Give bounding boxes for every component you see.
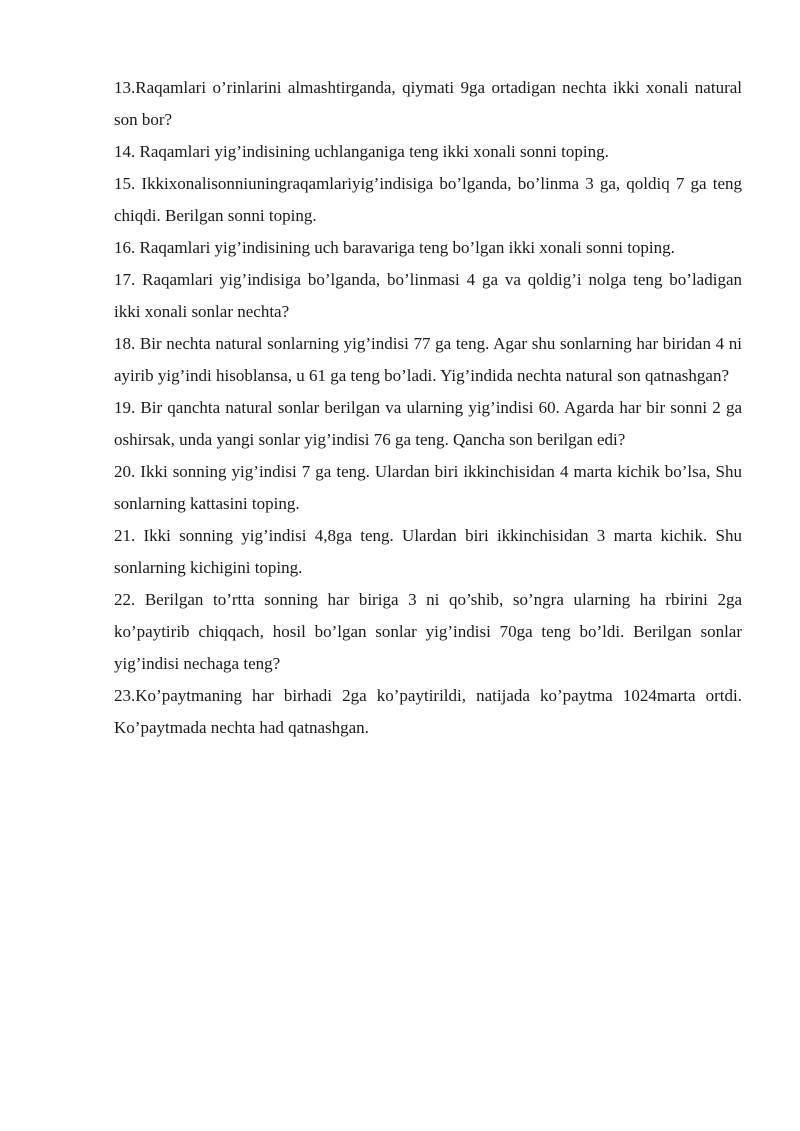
problem-16: 16. Raqamlari yig’indisining uch baravariga teng bo’lgan ikki xonali sonni toping. <box>114 238 675 257</box>
document-page <box>114 72 742 744</box>
problem-19: 19. Bir qanchta natural sonlar berilgan va ularning yig’indisi 60. Agarda har bir sonni 2 ga oshirsak, unda yangi sonlar yig’indisi 76 ga teng. Qancha son berilgan edi? <box>114 398 742 449</box>
problem-22: 22. Berilgan to’rtta sonning har biriga 3 ni qo’shib, so’ngra ularning ha rbirini 2ga ko’paytirib chiqqach, hosil bo’lgan sonlar yig’indisi 70ga teng bo’ldi. Berilgan sonlar yig’indisi nechaga teng? <box>114 590 742 673</box>
problem-14: 14. Raqamlari yig’indisining uchlanganiga teng ikki xonali sonni toping. <box>114 142 609 161</box>
problem-15: 15. Ikkixonalisonniuningraqamlariyig’indisiga bo’lganda, bo’linma 3 ga, qoldiq 7 ga teng chiqdi. Berilgan sonni toping. <box>114 174 742 225</box>
problem-23: 23.Ko’paytmaning har birhadi 2ga ko’paytirildi, natijada ko’paytma 1024marta ortdi. Ko’paytmada nechta had qatnashgan. <box>114 686 742 737</box>
problem-17: 17. Raqamlari yig’indisiga bo’lganda, bo’linmasi 4 ga va qoldig’i nolga teng bo’ladigan ikki xonali sonlar nechta? <box>114 270 742 321</box>
problem-13: 13.Raqamlari o’rinlarini almashtirganda, qiymati 9ga ortadigan nechta ikki xonali natural son bor? <box>114 78 742 129</box>
problem-21: 21. Ikki sonning yig’indisi 4,8ga teng. Ulardan biri ikkinchisidan 3 marta kichik. Shu sonlarning kichigini toping. <box>114 526 742 577</box>
problem-20: 20. Ikki sonning yig’indisi 7 ga teng. Ulardan biri ikkinchisidan 4 marta kichik bo’lsa, Shu sonlarning kattasini toping. <box>114 462 742 513</box>
problem-18: 18. Bir nechta natural sonlarning yig’indisi 77 ga teng. Agar shu sonlarning har biridan 4 ni ayirib yig’indi hisoblansa, u 61 ga teng bo’ladi. Yig’indida nechta natural son qatnashgan? <box>114 334 742 385</box>
